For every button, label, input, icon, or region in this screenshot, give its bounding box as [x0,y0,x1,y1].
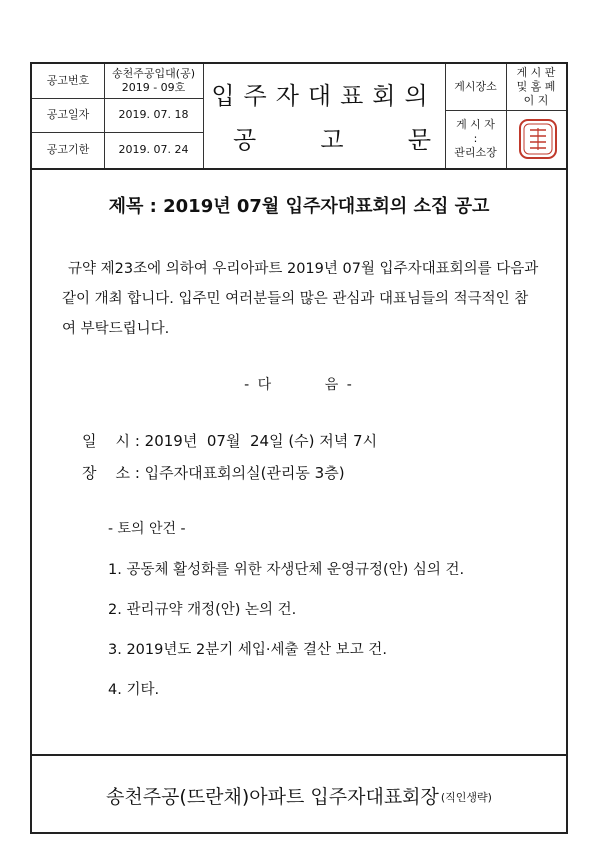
schedule-time-label: 일 시 [82,432,131,450]
poster-label-line1: 게 시 자 [456,118,495,131]
notice-deadline-label: 공고기한 [46,143,90,156]
document-title-line2 [203,120,445,160]
schedule-place-value: : 입주자대표회의실(관리동 3층) [134,464,345,482]
schedule-place [82,462,345,483]
agenda-item-3: 3. 2019년도 2분기 세입·세출 결산 보고 건. [108,642,387,658]
agenda-heading: - 토의 안건 - [108,521,186,537]
poster-label [445,110,506,168]
notice-deadline-value: 2019. 07. 24 [118,143,189,156]
notice-no-value [104,64,203,98]
posting-place-label: 게시장소 [454,80,497,93]
signature-text: 송천주공(뜨란채)아파트 입주자대표회장 [106,785,439,808]
notice-date-value: 2019. 07. 18 [118,108,189,121]
notice-no-value-line2: 2019 - 09호 [121,81,186,94]
agenda-item-4: 4. 기타. [108,682,160,698]
signature-footer [32,754,566,834]
dadum-separator: - 다 음 - [244,377,354,393]
schedule-place-label: 장 소 [82,464,131,482]
agenda-item-2: 2. 관리규약 개정(안) 논의 건. [108,602,297,618]
schedule-time [82,430,377,451]
posting-place-value: 게 시 판 및 홈 페 이 지 [516,66,556,107]
poster-label-line3: 관리소장 [454,146,497,159]
agenda-item-1: 1. 공동체 활성화를 위한 자생단체 운영규정(안) 심의 건. [108,562,465,578]
body-paragraph: 규약 제23조에 의하여 우리아파트 2019년 07월 입주자대표회의를 다음과 같이 개최 합니다. 입주민 여러분들의 많은 관심과 대표님들의 적극적인 참여 부탁드립니다. [62,261,539,337]
subject-heading: 제목 : 2019년 07월 입주자대표회의 소집 공고 [108,196,490,217]
poster-label-line2: : [473,132,478,145]
title-char-2: 고 [320,126,344,154]
notice-document [30,62,568,834]
title-char-3: 문 [407,126,431,154]
notice-date-label: 공고일자 [46,108,90,121]
notice-header-table [32,64,566,170]
notice-no-value-line1: 송천주공입대(공) [112,67,195,80]
official-seal-icon [516,116,560,162]
title-char-1: 공 [233,126,257,154]
schedule-time-value: : 2019년 07월 24일 (수) 저녁 7시 [134,432,378,450]
notice-no-label: 공고번호 [46,74,90,87]
document-title-line1: 입주자대표회의 [211,82,437,110]
signature-note: (직인생략) [440,791,492,804]
